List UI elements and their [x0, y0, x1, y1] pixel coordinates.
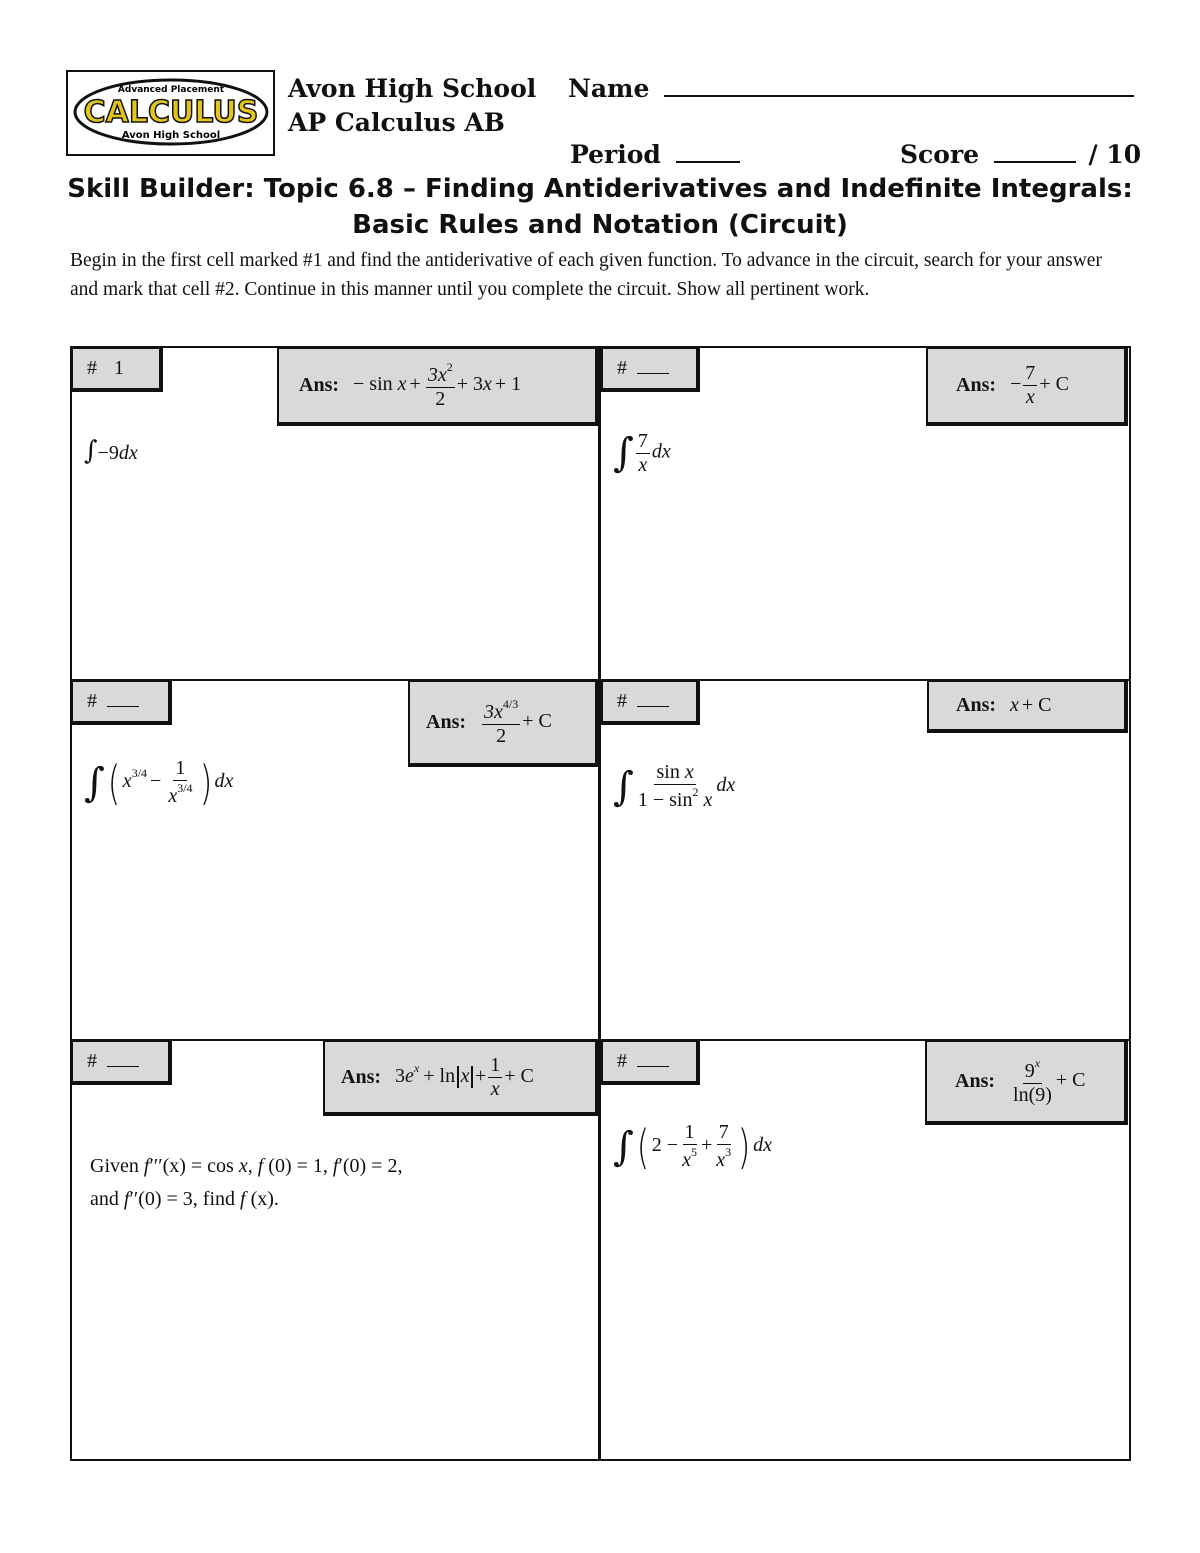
cell-5-problem	[90, 1150, 402, 1216]
cell-3-problem: ∫( $x^{3/4}$ − $\frac{1}{x^{3/4}}$ ) dx	[84, 755, 234, 810]
cell-6-number-box[interactable]	[601, 1040, 700, 1085]
cell-number: 1	[114, 357, 124, 379]
score-total: / 10	[1088, 140, 1142, 169]
number-blank[interactable]	[637, 360, 669, 374]
name-blank[interactable]	[664, 77, 1134, 97]
answer-expression: $\frac{3x^{4/3}}{2}$ + C	[484, 697, 552, 747]
answer-expression: $3e^x + \ln x$ + $\frac{1}{x}$ + C	[395, 1053, 534, 1100]
cell-5-answer-box	[323, 1040, 599, 1116]
ans-label: Ans:	[426, 711, 467, 733]
calculus-logo	[66, 70, 275, 156]
hash-label: #	[87, 357, 97, 379]
svg-text:Advanced Placement: Advanced Placement	[117, 85, 225, 95]
problem-line-2: and f′′(0) = 3, find f (x).	[90, 1188, 279, 1210]
cell-2-number-box[interactable]	[601, 347, 700, 392]
hash-label: #	[87, 1050, 97, 1072]
cell-3-answer-box	[408, 680, 599, 767]
grid-vertical-divider	[598, 346, 601, 1461]
hash-label: #	[87, 690, 97, 712]
answer-expression: $\frac{9^x}{\ln(9)}$ + C	[1013, 1056, 1086, 1106]
number-blank[interactable]	[637, 693, 669, 707]
period-blank[interactable]	[676, 143, 740, 163]
ans-label: Ans:	[955, 1070, 996, 1092]
school-name: Avon High School	[288, 74, 537, 103]
number-blank[interactable]	[107, 1053, 139, 1067]
number-blank[interactable]	[637, 1053, 669, 1067]
hash-label: #	[617, 690, 627, 712]
score-field[interactable]	[900, 142, 1141, 167]
cell-4-problem: ∫ $\frac{\text{sin x}}{1 - \sin^2 x}$ dx	[613, 761, 736, 811]
cell-1-answer-box	[277, 347, 599, 426]
title-line-2: Basic Rules and Notation (Circuit)	[352, 210, 848, 240]
name-field[interactable]	[568, 76, 1134, 101]
score-blank[interactable]	[994, 143, 1076, 163]
ans-label: Ans:	[299, 374, 340, 396]
hash-label: #	[617, 1050, 627, 1072]
ans-label: Ans:	[956, 694, 997, 716]
svg-text:Avon High School: Avon High School	[121, 130, 221, 141]
course-name: AP Calculus AB	[288, 108, 505, 137]
ans-label: Ans:	[341, 1065, 382, 1088]
answer-expression: − $\frac{7}{x}$ + C	[1010, 362, 1069, 408]
name-label: Name	[568, 74, 650, 103]
cell-2-answer-box	[926, 347, 1128, 426]
problem-line-1: Given f′′′(x) = cos x, f (0) = 1, f′(0) = 2,	[90, 1155, 403, 1177]
score-label: Score	[900, 140, 980, 169]
instructions: Begin in the first cell marked #1 and find the antiderivative of each given function. To advance in the circuit, search for your answer and mark that cell #2. Continue in this manner until you complete the circuit. Show all pertinent work.	[70, 250, 1102, 300]
cell-4-number-box[interactable]	[601, 680, 700, 725]
hash-label: #	[617, 357, 627, 379]
cell-6-answer-box	[925, 1040, 1128, 1125]
period-label: Period	[570, 140, 661, 169]
svg-text:CALCULUS: CALCULUS	[83, 95, 259, 130]
cell-2-problem: ∫ $\frac{7}{x}$ dx	[613, 429, 671, 476]
cell-1-problem: ∫−9dx	[84, 436, 138, 466]
cell-5-number-box[interactable]	[71, 1040, 172, 1085]
period-field[interactable]	[570, 142, 740, 167]
title-line-1: Skill Builder: Topic 6.8 – Finding Antiderivatives and Indefinite Integrals:	[67, 174, 1133, 204]
cell-6-problem: ∫( 2 − $\frac{1}{x^5}$ + $\frac{7}{x^3}$ ) dx	[613, 1119, 772, 1174]
cell-3-number-box[interactable]	[71, 680, 172, 725]
answer-expression: x + C	[1010, 694, 1052, 716]
cell-1-number-box[interactable]	[71, 347, 163, 392]
ans-label: Ans:	[956, 374, 997, 396]
answer-expression: − sin x + $\frac{3x^2}{2}$ + 3x + 1	[353, 360, 522, 410]
cell-4-answer-box	[927, 680, 1128, 733]
number-blank[interactable]	[107, 693, 139, 707]
